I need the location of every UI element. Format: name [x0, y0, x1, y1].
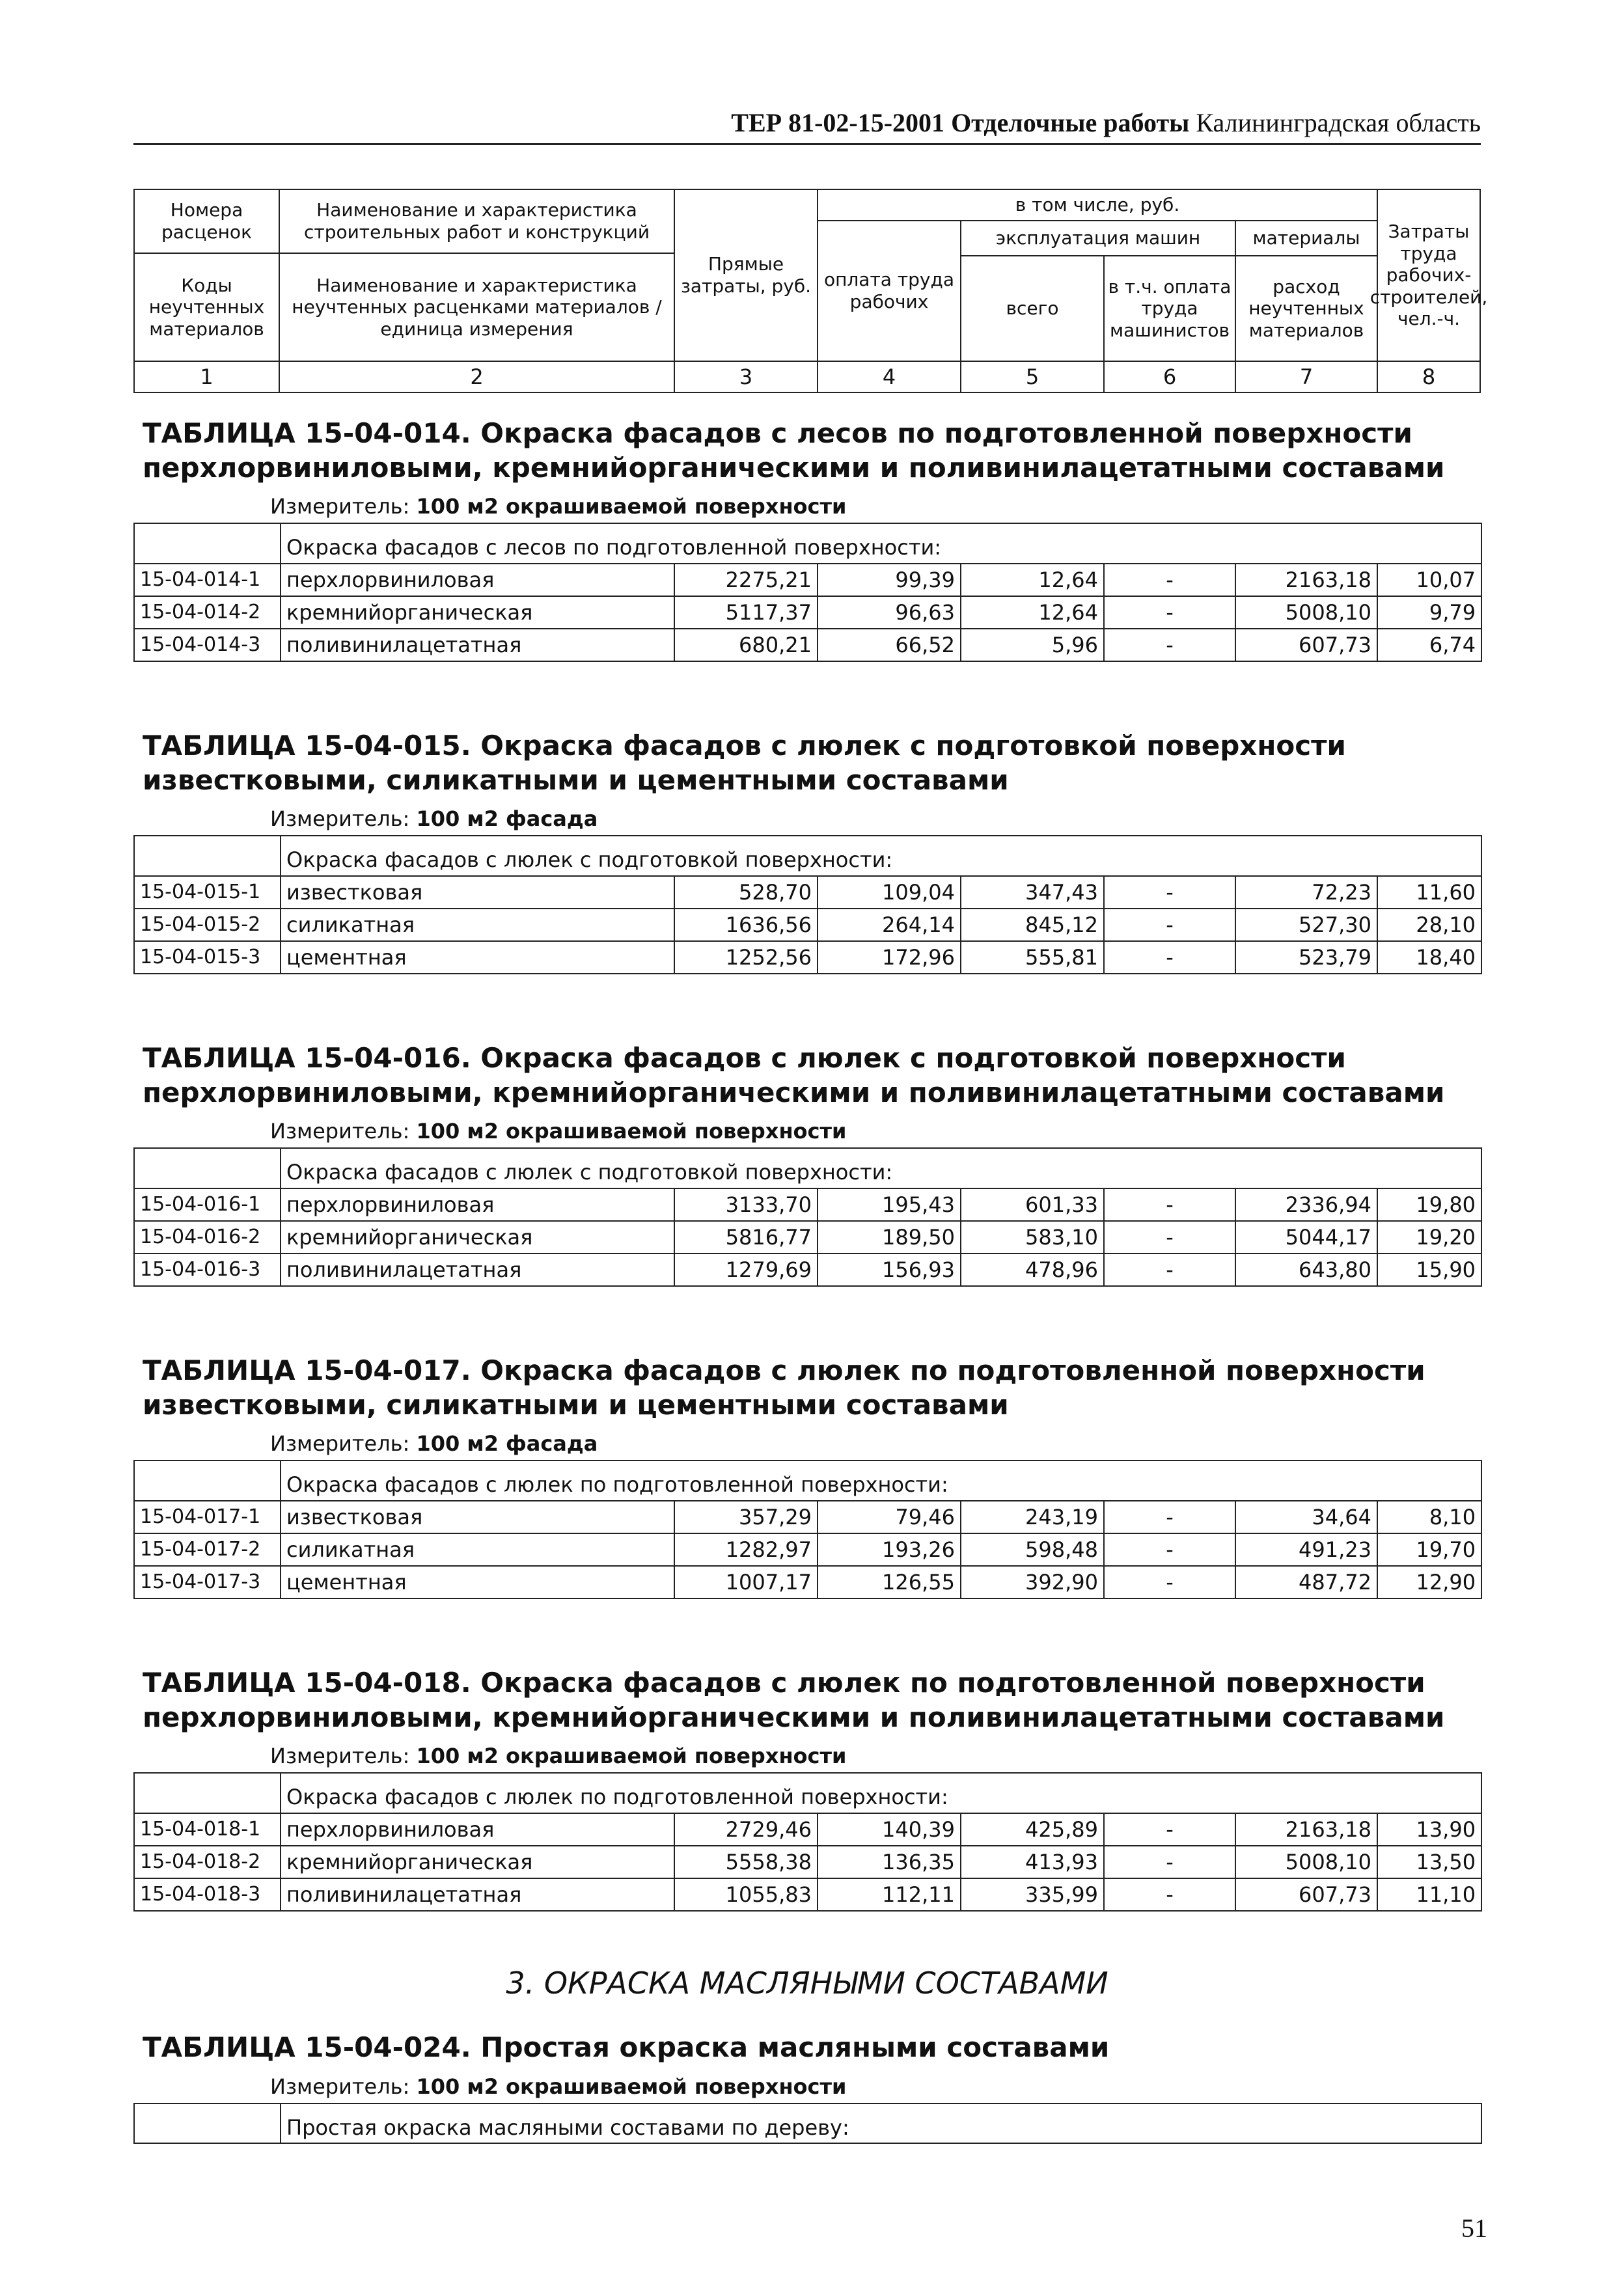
table-cell: 243,19: [961, 1501, 1104, 1533]
table-cell: 10,07: [1377, 564, 1481, 596]
colnum-4: 4: [817, 361, 961, 393]
table-cell: 2163,18: [1235, 1813, 1377, 1846]
table-row: [134, 1566, 1481, 1598]
group-label: Окраска фасадов с лесов по подготовленной поверхности:: [281, 523, 1481, 564]
colnum-5: 5: [960, 361, 1105, 393]
rates-table: [133, 2103, 1482, 2145]
table-cell: 527,30: [1235, 909, 1377, 941]
table-cell: 11,60: [1377, 876, 1481, 909]
measure-unit: [270, 494, 1481, 523]
table-cell: 425,89: [961, 1813, 1104, 1846]
table-cell: 2729,46: [674, 1813, 818, 1846]
table-cell: 112,11: [818, 1878, 961, 1911]
table-title: ТАБЛИЦА 15-04-016. Окраска фасадов с люлек с подготовкой поверхности перхлорвиниловыми, кремнийорганическими и поливинилацетатными составами: [143, 1042, 1445, 1108]
table-row: [134, 1533, 1481, 1566]
table-cell: -: [1104, 1813, 1235, 1846]
chapter-heading: 3. ОКРАСКА МАСЛЯНЫМИ СОСТАВАМИ: [506, 1966, 1108, 2001]
rates-table: [133, 1147, 1482, 1287]
table-cell: -: [1104, 1254, 1235, 1286]
table-title: ТАБЛИЦА 15-04-024. Простая окраска масляными составами: [143, 2031, 1110, 2063]
table-cell: 1252,56: [674, 941, 818, 974]
group-label: Окраска фасадов с люлек с подготовкой поверхности:: [281, 1148, 1481, 1188]
table-cell: 5,96: [961, 629, 1104, 661]
col2-bottom: Наименование и характеристика неучтенных расценками материалов / единица измерения: [279, 253, 675, 362]
table-cell: 19,80: [1377, 1188, 1481, 1221]
table-cell: 2163,18: [1235, 564, 1377, 596]
table-section: [133, 1666, 1481, 1912]
table-cell: 680,21: [674, 629, 818, 661]
table-cell: 140,39: [818, 1813, 961, 1846]
colnum-6: 6: [1103, 361, 1236, 393]
table-cell: 19,70: [1377, 1533, 1481, 1566]
table-cell: цементная: [281, 941, 674, 974]
table-cell: 583,10: [961, 1221, 1104, 1254]
col8: Затраты труда рабочих-строителей, чел.-ч.: [1377, 189, 1481, 362]
table-cell: 79,46: [818, 1501, 961, 1533]
table-cell: -: [1104, 909, 1235, 941]
col6: в т.ч. оплата труда машинистов: [1103, 255, 1236, 362]
col4: оплата труда рабочих: [817, 220, 961, 362]
table-cell: 478,96: [961, 1254, 1104, 1286]
measure-text: 100 м2 фасада: [416, 806, 598, 831]
measure-text: 100 м2 окрашиваемой поверхности: [416, 2074, 847, 2099]
table-cell: 845,12: [961, 909, 1104, 941]
table-cell: 523,79: [1235, 941, 1377, 974]
table-title: ТАБЛИЦА 15-04-015. Окраска фасадов с люлек с подготовкой поверхности известковыми, силикатными и цементными составами: [143, 730, 1346, 796]
table-row: [134, 564, 1481, 596]
table-cell: 11,10: [1377, 1878, 1481, 1911]
table-cell: 413,93: [961, 1846, 1104, 1878]
doc-code: ТЕР 81-02-15-2001: [731, 108, 945, 137]
measure-text: Измеритель:: [270, 806, 410, 831]
table-cell: 13,90: [1377, 1813, 1481, 1846]
table-cell: 15-04-016-3: [134, 1254, 281, 1286]
table-cell: 2336,94: [1235, 1188, 1377, 1221]
table-row: [134, 1846, 1481, 1878]
table-cell: 9,79: [1377, 596, 1481, 629]
table-row: [134, 1221, 1481, 1254]
measure-text: 100 м2 окрашиваемой поверхности: [416, 1744, 847, 1768]
table-cell: 555,81: [961, 941, 1104, 974]
table-cell: 357,29: [674, 1501, 818, 1533]
rates-table: [133, 523, 1482, 662]
measure-unit: [270, 1119, 1481, 1147]
table-cell: -: [1104, 629, 1235, 661]
measure-text: Измеритель:: [270, 494, 410, 519]
table-cell: [134, 1460, 281, 1501]
table-cell: 5044,17: [1235, 1221, 1377, 1254]
table-cell: кремнийорганическая: [281, 1221, 674, 1254]
measure-unit: [270, 806, 1481, 835]
colnum-3: 3: [674, 361, 818, 393]
table-cell: 18,40: [1377, 941, 1481, 974]
machines-header: эксплуатация машин: [960, 220, 1236, 256]
table-cell: силикатная: [281, 909, 674, 941]
table-cell: 12,64: [961, 564, 1104, 596]
table-cell: 15,90: [1377, 1254, 1481, 1286]
table-cell: 15-04-017-3: [134, 1566, 281, 1598]
table-cell: 12,90: [1377, 1566, 1481, 1598]
measure-text: 100 м2 окрашиваемой поверхности: [416, 1119, 847, 1144]
col1-top: Номера расценок: [133, 189, 280, 254]
table-cell: 5008,10: [1235, 1846, 1377, 1878]
table-section: [133, 1354, 1481, 1599]
table-cell: [134, 523, 281, 564]
rates-table: [133, 1772, 1482, 1912]
table-cell: известковая: [281, 1501, 674, 1533]
table-cell: [134, 1148, 281, 1188]
page-number: 51: [1461, 2214, 1487, 2243]
table-cell: 195,43: [818, 1188, 961, 1221]
table-cell: 15-04-016-2: [134, 1221, 281, 1254]
table-row: [134, 1878, 1481, 1911]
incl-header: в том числе, руб.: [817, 189, 1378, 221]
table-cell: 15-04-018-2: [134, 1846, 281, 1878]
table-section: [133, 729, 1481, 974]
measure-text: Измеритель:: [270, 1431, 410, 1456]
table-section: [133, 417, 1481, 662]
table-cell: 15-04-014-1: [134, 564, 281, 596]
colnum-2: 2: [279, 361, 675, 393]
materials-header: материалы: [1235, 220, 1378, 256]
table-cell: 19,20: [1377, 1221, 1481, 1254]
column-header: [133, 189, 1488, 397]
rates-table: [133, 1460, 1482, 1599]
colnum-1: 1: [133, 361, 280, 393]
table-cell: -: [1104, 1188, 1235, 1221]
table-cell: -: [1104, 1501, 1235, 1533]
table-row: [134, 1254, 1481, 1286]
table-cell: 34,64: [1235, 1501, 1377, 1533]
table-cell: 5008,10: [1235, 596, 1377, 629]
table-title: ТАБЛИЦА 15-04-018. Окраска фасадов с люлек по подготовленной поверхности перхлорвиниловыми, кремнийорганическими и поливинилацетатными составами: [143, 1667, 1445, 1733]
table-cell: 5117,37: [674, 596, 818, 629]
table-cell: поливинилацетатная: [281, 629, 674, 661]
running-header: [133, 104, 1481, 145]
rates-table: [133, 835, 1482, 974]
table-cell: -: [1104, 1878, 1235, 1911]
table-cell: 1007,17: [674, 1566, 818, 1598]
table-cell: 172,96: [818, 941, 961, 974]
doc-region: Калининградская область: [1196, 108, 1481, 137]
colnum-8: 8: [1377, 361, 1481, 393]
table-cell: 1055,83: [674, 1878, 818, 1911]
table-cell: 6,74: [1377, 629, 1481, 661]
table-cell: 1279,69: [674, 1254, 818, 1286]
table-cell: поливинилацетатная: [281, 1878, 674, 1911]
table-cell: 15-04-018-1: [134, 1813, 281, 1846]
table-cell: 347,43: [961, 876, 1104, 909]
table-cell: 66,52: [818, 629, 961, 661]
measure-unit: [270, 1744, 1481, 1772]
table-cell: кремнийорганическая: [281, 1846, 674, 1878]
measure-text: 100 м2 окрашиваемой поверхности: [416, 494, 847, 519]
doc-section: Отделочные работы: [951, 108, 1190, 137]
table-section: [133, 1041, 1481, 1287]
table-cell: -: [1104, 1221, 1235, 1254]
measure-text: 100 м2 фасада: [416, 1431, 598, 1456]
table-cell: -: [1104, 596, 1235, 629]
table-cell: 15-04-014-2: [134, 596, 281, 629]
table-section: [133, 2031, 1481, 2144]
measure-text: Измеритель:: [270, 1744, 410, 1768]
table-row: [134, 909, 1481, 941]
table-cell: перхлорвиниловая: [281, 1188, 674, 1221]
table-cell: 15-04-015-1: [134, 876, 281, 909]
table-cell: 193,26: [818, 1533, 961, 1566]
table-cell: 15-04-014-3: [134, 629, 281, 661]
table-cell: -: [1104, 941, 1235, 974]
table-cell: 13,50: [1377, 1846, 1481, 1878]
col5: всего: [960, 255, 1105, 362]
table-cell: известковая: [281, 876, 674, 909]
table-cell: 598,48: [961, 1533, 1104, 1566]
table-cell: 15-04-016-1: [134, 1188, 281, 1221]
table-cell: 528,70: [674, 876, 818, 909]
group-label: Окраска фасадов с люлек с подготовкой поверхности:: [281, 836, 1481, 876]
table-cell: 99,39: [818, 564, 961, 596]
table-cell: кремнийорганическая: [281, 596, 674, 629]
table-title: ТАБЛИЦА 15-04-017. Окраска фасадов с люлек по подготовленной поверхности известковыми, силикатными и цементными составами: [143, 1354, 1425, 1421]
table-cell: 28,10: [1377, 909, 1481, 941]
table-row: [134, 1813, 1481, 1846]
group-label: Простая окраска масляными составами по дереву:: [281, 2104, 1481, 2144]
table-cell: 12,64: [961, 596, 1104, 629]
table-cell: 1282,97: [674, 1533, 818, 1566]
table-cell: 136,35: [818, 1846, 961, 1878]
table-cell: 2275,21: [674, 564, 818, 596]
table-row: [134, 596, 1481, 629]
table-cell: 15-04-015-3: [134, 941, 281, 974]
table-cell: [134, 836, 281, 876]
table-cell: 607,73: [1235, 629, 1377, 661]
table-cell: 109,04: [818, 876, 961, 909]
table-cell: 15-04-017-1: [134, 1501, 281, 1533]
table-cell: 126,55: [818, 1566, 961, 1598]
table-row: [134, 1188, 1481, 1221]
table-cell: 601,33: [961, 1188, 1104, 1221]
table-title: ТАБЛИЦА 15-04-014. Окраска фасадов с лесов по подготовленной поверхности перхлорвиниловыми, кремнийорганическими и поливинилацетатными составами: [143, 417, 1445, 484]
table-cell: [134, 2104, 281, 2144]
measure-text: Измеритель:: [270, 2074, 410, 2099]
table-cell: 189,50: [818, 1221, 961, 1254]
table-cell: -: [1104, 876, 1235, 909]
measure-text: Измеритель:: [270, 1119, 410, 1144]
table-row: [134, 629, 1481, 661]
table-cell: перхлорвиниловая: [281, 1813, 674, 1846]
table-cell: перхлорвиниловая: [281, 564, 674, 596]
table-cell: 15-04-018-3: [134, 1878, 281, 1911]
col3: Прямые затраты, руб.: [674, 189, 818, 362]
measure-unit: [270, 2074, 1481, 2103]
table-row: [134, 941, 1481, 974]
table-cell: 392,90: [961, 1566, 1104, 1598]
group-label: Окраска фасадов с люлек по подготовленной поверхности:: [281, 1460, 1481, 1501]
table-cell: силикатная: [281, 1533, 674, 1566]
table-cell: 3133,70: [674, 1188, 818, 1221]
table-cell: 15-04-015-2: [134, 909, 281, 941]
group-label: Окраска фасадов с люлек по подготовленной поверхности:: [281, 1773, 1481, 1813]
table-cell: 335,99: [961, 1878, 1104, 1911]
measure-unit: [270, 1431, 1481, 1460]
table-cell: 1636,56: [674, 909, 818, 941]
colnum-7: 7: [1235, 361, 1378, 393]
table-row: [134, 876, 1481, 909]
table-cell: поливинилацетатная: [281, 1254, 674, 1286]
table-cell: цементная: [281, 1566, 674, 1598]
table-cell: -: [1104, 1846, 1235, 1878]
table-cell: 8,10: [1377, 1501, 1481, 1533]
table-row: [134, 1501, 1481, 1533]
table-cell: -: [1104, 564, 1235, 596]
col1-bottom: Коды неучтенных материалов: [133, 253, 280, 362]
table-cell: 15-04-017-2: [134, 1533, 281, 1566]
table-cell: 487,72: [1235, 1566, 1377, 1598]
table-cell: -: [1104, 1533, 1235, 1566]
table-cell: 5558,38: [674, 1846, 818, 1878]
table-cell: 5816,77: [674, 1221, 818, 1254]
table-cell: 96,63: [818, 596, 961, 629]
col7: расход неучтенных материалов: [1235, 255, 1378, 362]
table-cell: 156,93: [818, 1254, 961, 1286]
table-cell: 491,23: [1235, 1533, 1377, 1566]
table-cell: 264,14: [818, 909, 961, 941]
table-cell: -: [1104, 1566, 1235, 1598]
table-cell: [134, 1773, 281, 1813]
table-cell: 72,23: [1235, 876, 1377, 909]
table-cell: 607,73: [1235, 1878, 1377, 1911]
col2-top: Наименование и характеристика строительных работ и конструкций: [279, 189, 675, 254]
table-cell: 643,80: [1235, 1254, 1377, 1286]
